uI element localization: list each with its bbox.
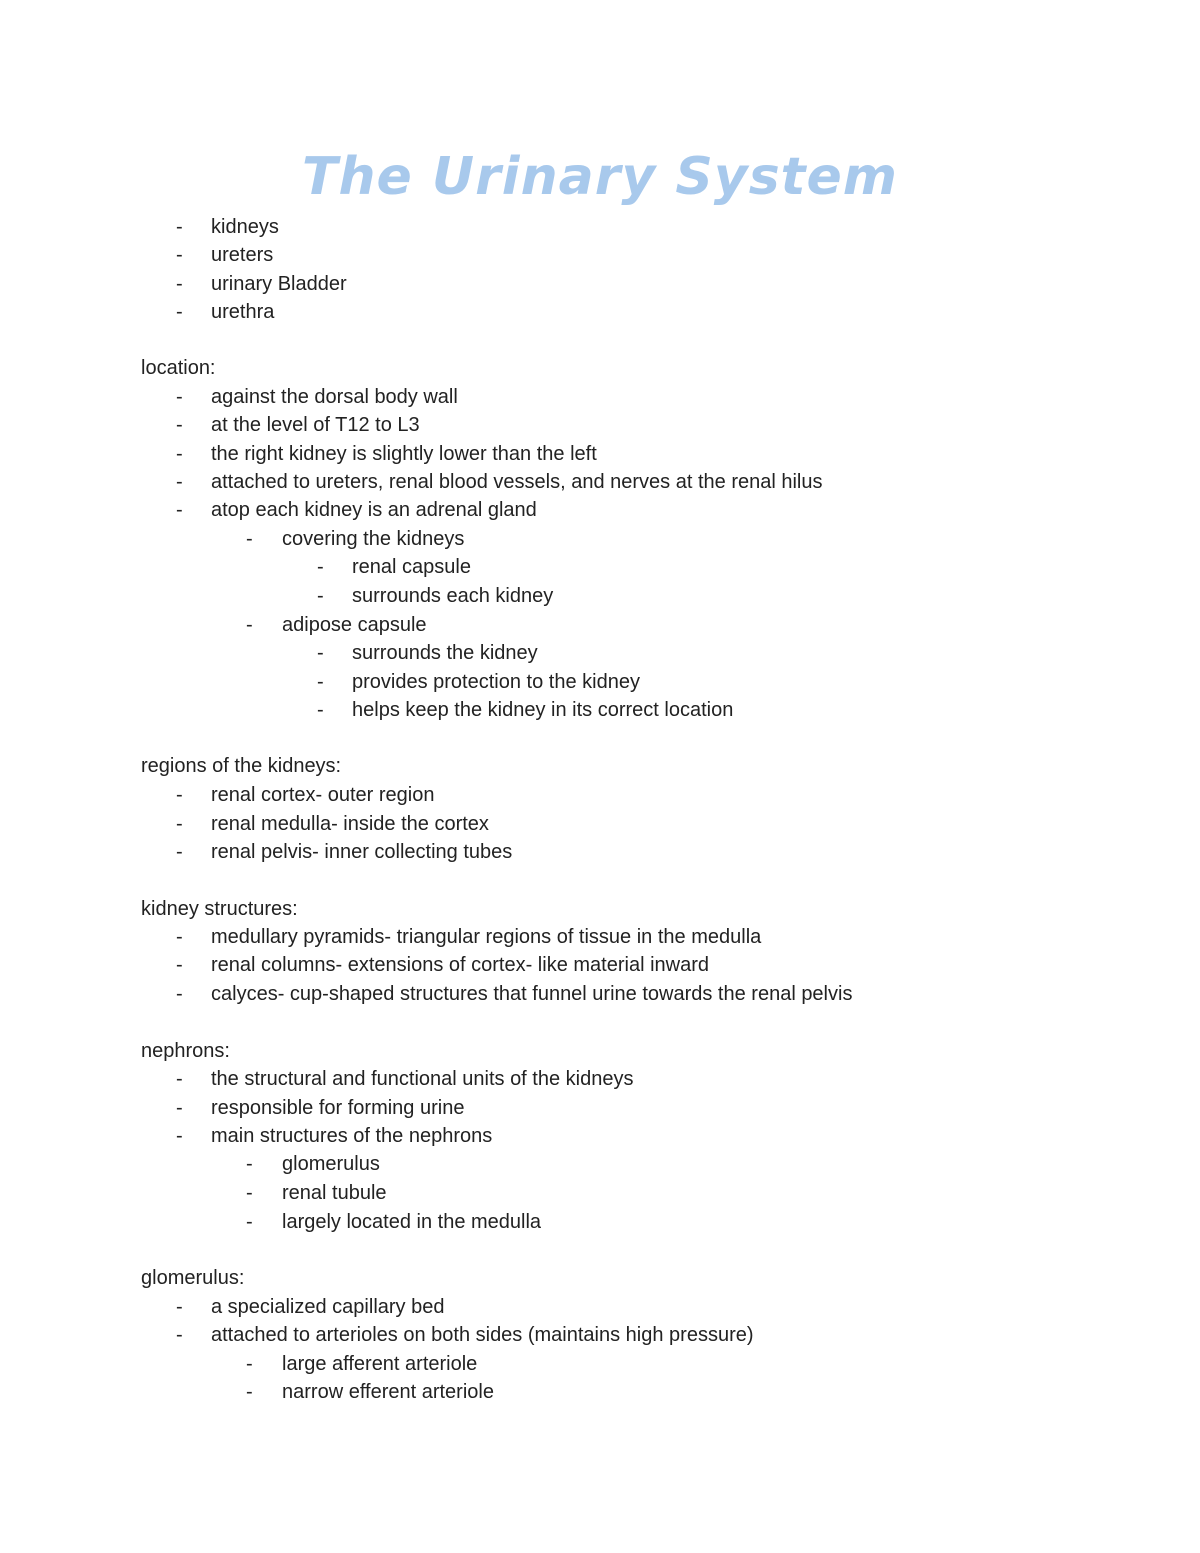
list-item-text: adipose capsule: [282, 614, 427, 636]
bullet-dash: -: [176, 301, 183, 323]
list-item-text: renal tubule: [282, 1182, 387, 1204]
bullet-dash: -: [176, 784, 183, 806]
list-item-text: glomerulus: [282, 1153, 380, 1175]
list-item-text: surrounds the kidney: [352, 642, 538, 664]
bullet-dash: -: [176, 1296, 183, 1318]
bullet-dash: -: [246, 1381, 253, 1403]
section-heading-location: location:: [141, 357, 216, 379]
page-title: The Urinary System: [302, 147, 898, 207]
list-item-text: largely located in the medulla: [282, 1211, 542, 1233]
list-item-text: covering the kidneys: [282, 528, 465, 550]
list-item-text: renal capsule: [352, 556, 471, 578]
list-item-text: responsible for forming urine: [211, 1097, 465, 1119]
bullet-dash: -: [176, 471, 183, 493]
bullet-dash: -: [176, 1068, 183, 1090]
bullet-dash: -: [176, 1097, 183, 1119]
list-item-text: the right kidney is slightly lower than the left: [211, 443, 597, 465]
section-heading-regions: regions of the kidneys:: [141, 755, 342, 777]
bullet-dash: -: [246, 528, 253, 550]
list-item-text: large afferent arteriole: [282, 1353, 478, 1375]
list-item-text: helps keep the kidney in its correct location: [352, 699, 734, 721]
list-item-text: renal cortex- outer region: [211, 784, 435, 806]
section-heading-structures: kidney structures:: [141, 898, 298, 920]
bullet-dash: -: [317, 699, 324, 721]
list-item-text: the structural and functional units of the kidneys: [211, 1068, 634, 1090]
list-item-text: urethra: [211, 301, 275, 323]
section-heading-glomerulus: glomerulus:: [141, 1267, 245, 1289]
bullet-dash: -: [176, 443, 183, 465]
list-item-text: atop each kidney is an adrenal gland: [211, 499, 537, 521]
bullet-dash: -: [317, 585, 324, 607]
list-item-text: medullary pyramids- triangular regions of tissue in the medulla: [211, 926, 762, 948]
list-item-text: main structures of the nephrons: [211, 1125, 493, 1147]
bullet-dash: -: [176, 273, 183, 295]
bullet-dash: -: [246, 1182, 253, 1204]
list-item-text: renal medulla- inside the cortex: [211, 813, 489, 835]
list-item-text: urinary Bladder: [211, 273, 347, 295]
bullet-dash: -: [176, 813, 183, 835]
section-heading-nephrons: nephrons:: [141, 1040, 230, 1062]
list-item-text: provides protection to the kidney: [352, 671, 640, 693]
bullet-dash: -: [176, 216, 183, 238]
bullet-dash: -: [176, 414, 183, 436]
bullet-dash: -: [176, 841, 183, 863]
list-item-text: a specialized capillary bed: [211, 1296, 445, 1318]
bullet-dash: -: [246, 1211, 253, 1233]
bullet-dash: -: [246, 1353, 253, 1375]
bullet-dash: -: [176, 954, 183, 976]
bullet-dash: -: [176, 386, 183, 408]
bullet-dash: -: [176, 1324, 183, 1346]
bullet-dash: -: [176, 499, 183, 521]
bullet-dash: -: [317, 642, 324, 664]
bullet-dash: -: [246, 1153, 253, 1175]
bullet-dash: -: [317, 556, 324, 578]
list-item-text: ureters: [211, 244, 274, 266]
list-item-text: kidneys: [211, 216, 279, 238]
list-item-text: renal columns- extensions of cortex- like material inward: [211, 954, 709, 976]
list-item-text: narrow efferent arteriole: [282, 1381, 494, 1403]
bullet-dash: -: [317, 671, 324, 693]
list-item-text: calyces- cup-shaped structures that funnel urine towards the renal pelvis: [211, 983, 853, 1005]
bullet-dash: -: [176, 1125, 183, 1147]
bullet-dash: -: [176, 244, 183, 266]
bullet-dash: -: [176, 926, 183, 948]
bullet-dash: -: [176, 983, 183, 1005]
list-item-text: attached to ureters, renal blood vessels, and nerves at the renal hilus: [211, 471, 823, 493]
list-item-text: surrounds each kidney: [352, 585, 554, 607]
list-item-text: against the dorsal body wall: [211, 386, 458, 408]
list-item-text: at the level of T12 to L3: [211, 414, 420, 436]
bullet-dash: -: [246, 614, 253, 636]
list-item-text: attached to arterioles on both sides (maintains high pressure): [211, 1324, 754, 1346]
list-item-text: renal pelvis- inner collecting tubes: [211, 841, 513, 863]
